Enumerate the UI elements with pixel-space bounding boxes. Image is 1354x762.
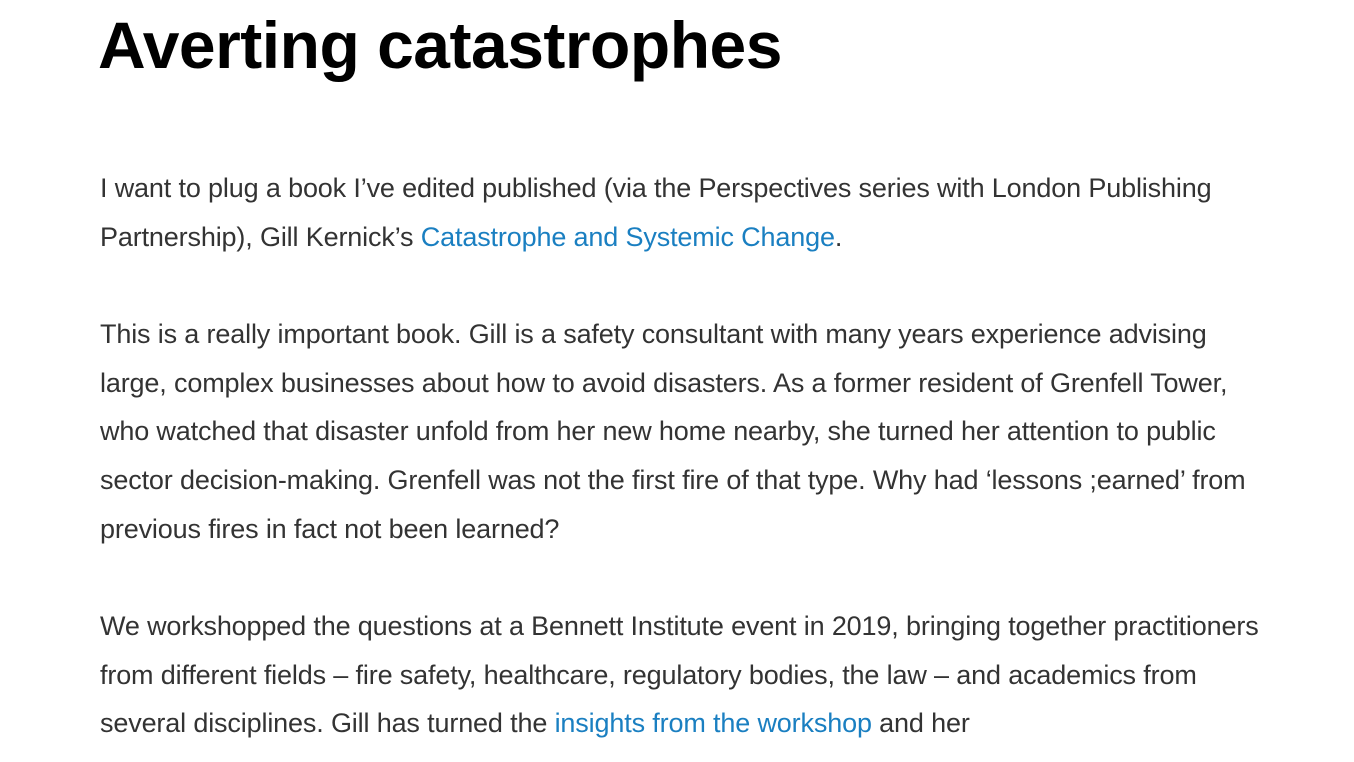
paragraph-text: We workshopped the questions at a Bennett Institute event in 2019, bringing together practitioners from different fields – fire safety, healthcare, regulatory bodies, the law – and academics from several disciplines. Gill has turned the	[100, 611, 1259, 739]
paragraph-text: and her	[871, 708, 970, 739]
paragraph-text: .	[834, 221, 843, 252]
workshop-insights-link[interactable]: insights from the workshop	[554, 708, 872, 739]
paragraph-intro	[100, 164, 1275, 261]
book-link[interactable]: Catastrophe and Systemic Change	[420, 221, 835, 252]
paragraph-text: I want to plug a book I’ve edited published (via the Perspectives series with London Publishing Partnership), Gill Kernick’s	[100, 173, 1212, 252]
post-title: Averting catastrophes	[98, 8, 782, 82]
paragraph-about-book: This is a really important book. Gill is a safety consultant with many years experience advising large, complex businesses about how to avoid disasters. As a former resident of Grenfell Tower, who watched that disaster unfold from her new home nearby, she turned her attention to public sector decision-making. Grenfell was not the first fire of that type. Why had ‘lessons ;earned’ from previous fires in fact not been learned?	[100, 319, 1246, 544]
paragraph-workshop	[100, 602, 1275, 748]
